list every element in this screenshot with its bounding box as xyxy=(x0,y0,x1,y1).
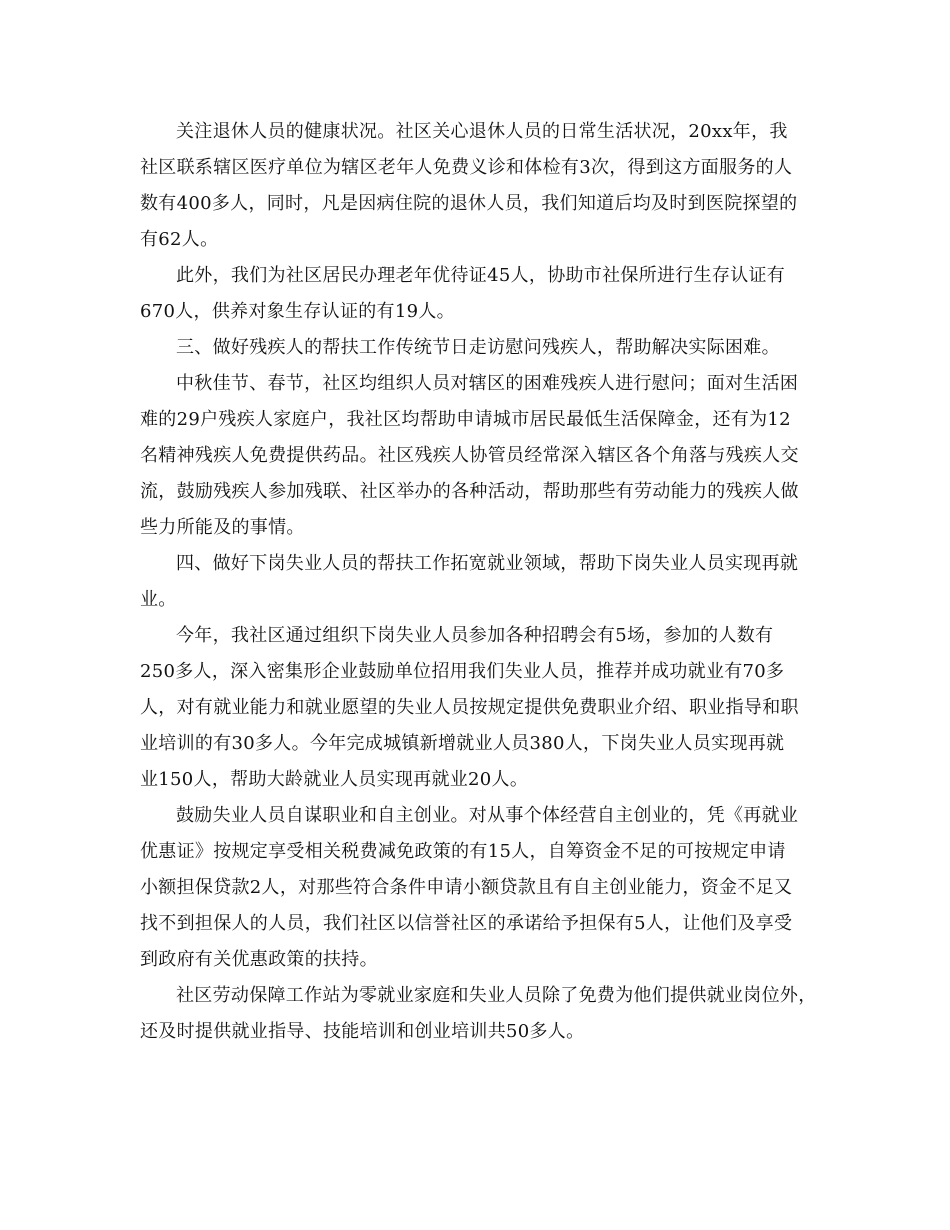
text-line: 670人，供养对象生存认证的有19人。 xyxy=(140,301,455,322)
text-line: 些力所能及的事情。 xyxy=(140,517,305,538)
text-line: 到政府有关优惠政策的扶持。 xyxy=(140,949,378,970)
text-line: 此外，我们为社区居民办理老年优待证45人，协助市社保所进行生存认证有 xyxy=(176,265,786,286)
text-line: 流，鼓励残疾人参加残联、社区举办的各种活动，帮助那些有劳动能力的残疾人做 xyxy=(140,481,799,502)
section-heading-disabled-support xyxy=(140,330,830,366)
text-line: 中秋佳节、春节，社区均组织人员对辖区的困难残疾人进行慰问；面对生活困 xyxy=(176,373,799,394)
text-line: 社区联系辖区医疗单位为辖区老年人免费义诊和体检有3次，得到这方面服务的人 xyxy=(140,157,793,178)
text-line: 还及时提供就业指导、技能培训和创业培训共50多人。 xyxy=(140,1021,585,1042)
text-line: 社区劳动保障工作站为零就业家庭和失业人员除了免费为他们提供就业岗位外， xyxy=(176,985,817,1006)
text-line: 三、做好残疾人的帮扶工作传统节日走访慰问残疾人，帮助解决实际困难。 xyxy=(176,337,780,358)
text-line: 数有400多人，同时，凡是因病住院的退休人员，我们知道后均及时到医院探望的 xyxy=(140,193,798,214)
text-line: 业培训的有30多人。今年完成城镇新增就业人员380人，下岗失业人员实现再就 xyxy=(140,733,785,754)
section-heading-unemployed-support xyxy=(140,546,830,618)
paragraph-self-employment xyxy=(140,798,830,978)
paragraph-retiree-health xyxy=(140,114,830,258)
text-line: 业。 xyxy=(140,589,177,610)
text-line: 小额担保贷款2人，对那些符合条件申请小额贷款且有自主创业能力，资金不足又 xyxy=(140,877,793,898)
text-line: 找不到担保人的人员，我们社区以信誉社区的承诺给予担保有5人，让他们及享受 xyxy=(140,913,793,934)
text-line: 优惠证》按规定享受相关税费减免政策的有15人，自筹资金不足的可按规定申请 xyxy=(140,841,786,862)
document-body xyxy=(140,114,830,1050)
text-line: 今年，我社区通过组织下岗失业人员参加各种招聘会有5场，参加的人数有 xyxy=(176,625,774,646)
text-line: 人，对有就业能力和就业愿望的失业人员按规定提供免费职业介绍、职业指导和职 xyxy=(140,697,799,718)
paragraph-job-fairs xyxy=(140,618,830,798)
text-line: 业150人，帮助大龄就业人员实现再就业20人。 xyxy=(140,769,529,790)
paragraph-elderly-certificates xyxy=(140,258,830,330)
text-line: 关注退休人员的健康状况。社区关心退休人员的日常生活状况，20xx年，我 xyxy=(176,121,788,142)
text-line: 250多人，深入密集形企业鼓励单位招用我们失业人员，推荐并成功就业有70多 xyxy=(140,661,785,682)
text-line: 四、做好下岗失业人员的帮扶工作拓宽就业领域，帮助下岗失业人员实现再就 xyxy=(176,553,799,574)
text-line: 鼓励失业人员自谋职业和自主创业。对从事个体经营自主创业的，凭《再就业 xyxy=(176,805,799,826)
text-line: 有62人。 xyxy=(140,229,219,250)
text-line: 难的29户残疾人家庭户，我社区均帮助申请城市居民最低生活保障金，还有为12 xyxy=(140,409,791,430)
text-line: 名精神残疾人免费提供药品。社区残疾人协管员经常深入辖区各个角落与残疾人交 xyxy=(140,445,799,466)
paragraph-disabled-visits xyxy=(140,366,830,546)
paragraph-labor-station xyxy=(140,978,830,1050)
